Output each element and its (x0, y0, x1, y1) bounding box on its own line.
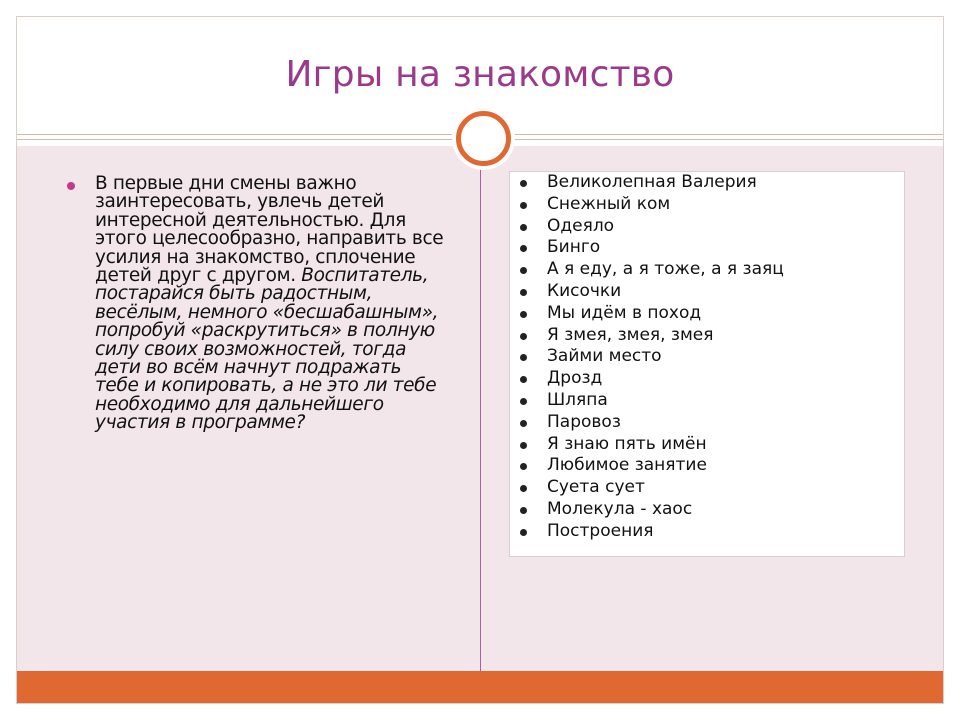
game-label: Построения (547, 520, 654, 541)
bullet-icon (520, 202, 527, 209)
game-label: Молекула - хаос (547, 498, 693, 519)
game-list-item (520, 455, 784, 477)
bullet-icon (520, 267, 527, 274)
game-list-item (520, 194, 784, 216)
game-list-item (520, 390, 784, 412)
intro-paragraph (95, 175, 445, 433)
game-list-item (520, 412, 784, 434)
circle-ornament-icon (456, 111, 511, 166)
column-divider (480, 167, 481, 673)
bullet-icon (520, 507, 527, 514)
game-label: Я змея, змея, змея (547, 324, 714, 345)
game-label: Бинго (547, 237, 601, 258)
bullet-icon (520, 289, 527, 296)
bullet-icon (520, 398, 527, 405)
bullet-icon (67, 182, 75, 190)
game-list-item (520, 521, 784, 543)
game-label: А я еду, а я тоже, а я заяц (547, 259, 784, 280)
game-label: Одеяло (547, 215, 615, 236)
bullet-icon (520, 224, 527, 231)
intro-text: В первые дни смены важно заинтересовать, увлечь детей интересной деятельностью. Для этого целесообразно, направить все усилия на знакомство, сплочение детей друг с другом. (95, 173, 444, 287)
game-list-item (520, 325, 784, 347)
game-label: Мы идём в поход (547, 302, 702, 323)
game-list-item (520, 477, 784, 499)
game-label: Любимое занятие (547, 455, 707, 476)
game-list-item (520, 216, 784, 238)
game-label: Снежный ком (547, 193, 671, 214)
game-label: Кисочки (547, 280, 622, 301)
bullet-icon (520, 463, 527, 470)
bullet-icon (520, 529, 527, 536)
game-label: Великолепная Валерия (547, 172, 757, 192)
game-list-item (520, 281, 784, 303)
bullet-icon (520, 245, 527, 252)
game-label: Займи место (547, 346, 662, 367)
bullet-icon (520, 180, 527, 187)
bullet-icon (520, 485, 527, 492)
game-label: Паровоз (547, 411, 621, 432)
bullet-icon (520, 333, 527, 340)
games-list-box (509, 171, 905, 557)
game-label: Я знаю пять имён (547, 433, 707, 454)
bullet-icon (520, 442, 527, 449)
game-list-item (520, 368, 784, 390)
game-label: Дрозд (547, 368, 603, 389)
game-list-item (520, 499, 784, 521)
footer-bar (17, 671, 943, 703)
game-list-item (520, 434, 784, 456)
game-label: Шляпа (547, 389, 608, 410)
games-list (520, 172, 784, 543)
game-list-item (520, 172, 784, 194)
game-list-item (520, 237, 784, 259)
game-list-item (520, 346, 784, 368)
bullet-icon (520, 311, 527, 318)
game-list-item (520, 259, 784, 281)
slide-title: Игры на знакомство (285, 54, 675, 95)
game-list-item (520, 303, 784, 325)
intro-italic-text: Воспитатель, постарайся быть радостным, весёлым, немного «бесшабашным», попробуй «раскрутиться» в полную силу своих возможностей, тогда дети во всём начнут подражать тебе и копировать, а не это ли тебе необходимо для дальнейшего участия в программе? (95, 265, 439, 434)
game-label: Суета сует (547, 477, 645, 498)
bullet-icon (520, 376, 527, 383)
bullet-icon (520, 420, 527, 427)
bullet-icon (520, 354, 527, 361)
